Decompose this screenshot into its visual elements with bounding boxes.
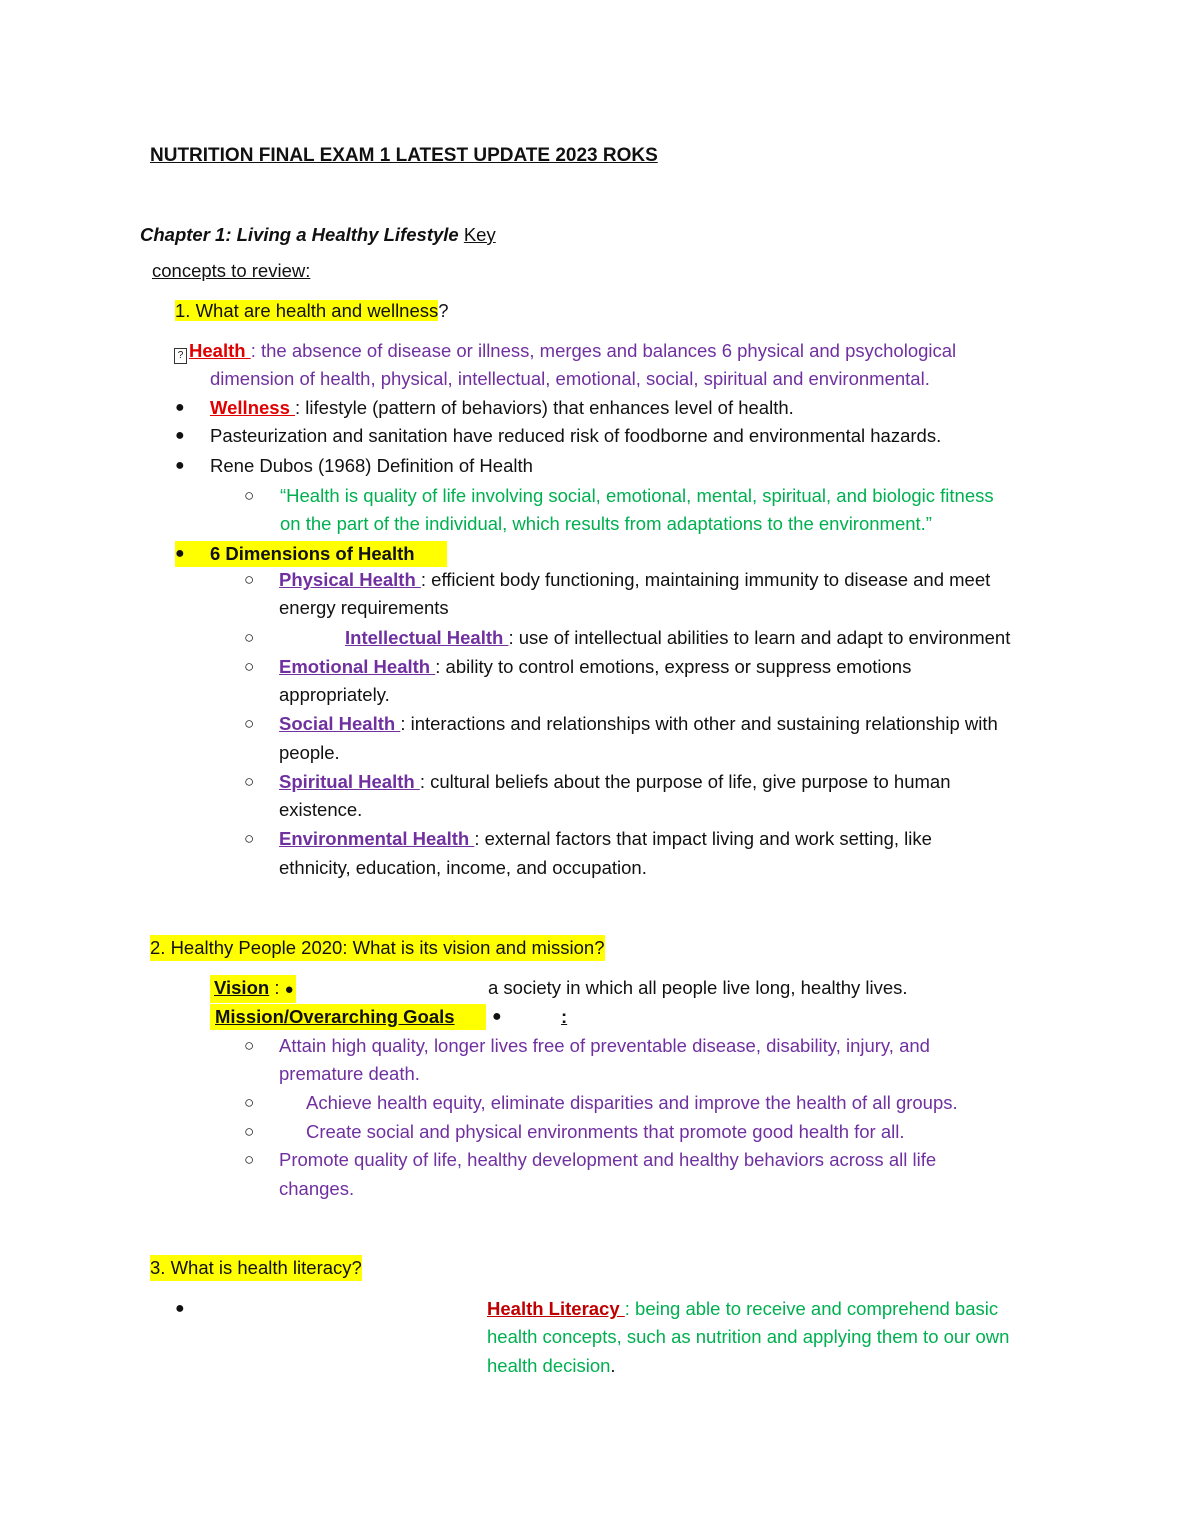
bullet-icon: ● xyxy=(284,981,294,998)
bullet-icon: ● xyxy=(175,457,185,474)
circle-bullet-icon: ○ xyxy=(244,772,255,791)
health-literacy-line3-row xyxy=(487,1353,616,1379)
circle-bullet-icon: ○ xyxy=(244,1036,255,1055)
wellness-def: : lifestyle (pattern of behaviors) that enhances level of health. xyxy=(295,397,794,418)
goal-line2: changes. xyxy=(279,1178,355,1199)
dimension-item xyxy=(279,711,998,737)
circle-bullet-icon: ○ xyxy=(244,628,255,647)
question-3: 3. What is health literacy? xyxy=(150,1255,362,1281)
health-def-line1: : the absence of disease or illness, merges and balances 6 physical and psychological xyxy=(250,340,957,361)
health-literacy-period: . xyxy=(610,1355,616,1376)
circle-bullet-icon: ○ xyxy=(244,657,255,676)
vision-text: a society in which all people live long, healthy lives. xyxy=(488,977,908,998)
health-literacy-term: Health Literacy xyxy=(487,1298,625,1319)
question-1-mark: ? xyxy=(438,300,449,321)
dimension-term: Physical Health xyxy=(279,569,421,590)
health-literacy-line3: health decision xyxy=(487,1355,611,1376)
dimension-term: Emotional Health xyxy=(279,656,436,677)
circle-bullet-icon: ○ xyxy=(244,714,255,733)
key-concepts-label: concepts to review: xyxy=(152,260,311,281)
mission-term: Mission/Overarching Goals xyxy=(215,1006,455,1027)
vision-term: Vision xyxy=(214,977,270,998)
missing-glyph-icon: ? xyxy=(174,348,187,364)
health-literacy-line2: health concepts, such as nutrition and applying them to our own xyxy=(487,1326,1010,1347)
circle-bullet-icon: ○ xyxy=(244,570,255,589)
dimension-item xyxy=(279,654,911,680)
dimension-term: Spiritual Health xyxy=(279,771,420,792)
dimensions-heading xyxy=(175,541,447,567)
dimension-def-line2: energy requirements xyxy=(279,597,449,618)
bullet-icon: ● xyxy=(175,545,185,562)
question-1-text: 1. What are health and wellness xyxy=(175,300,439,321)
goal-line1: Achieve health equity, eliminate disparities and improve the health of all groups. xyxy=(306,1092,958,1113)
circle-bullet-icon: ○ xyxy=(244,829,255,848)
wellness-definition xyxy=(210,395,794,421)
circle-bullet-icon: ○ xyxy=(244,1122,255,1141)
question-2: 2. Healthy People 2020: What is its vision and mission? xyxy=(150,935,605,961)
dimension-def-line2: existence. xyxy=(279,799,363,820)
dimension-item xyxy=(279,567,990,593)
goal-line1: Attain high quality, longer lives free of preventable disease, disability, injury, and xyxy=(279,1035,930,1056)
bullet-icon: ● xyxy=(175,427,185,444)
circle-bullet-icon: ○ xyxy=(244,486,255,505)
dimension-def-line2: ethnicity, education, income, and occupation. xyxy=(279,857,647,878)
wellness-term: Wellness xyxy=(210,397,296,418)
dimension-def: : use of intellectual abilities to learn and adapt to environment xyxy=(508,627,1011,648)
health-definition xyxy=(174,338,956,364)
dimension-def: : external factors that impact living and work setting, like xyxy=(474,828,932,849)
key-word: Key xyxy=(463,224,496,245)
goal-line1: Promote quality of life, healthy development and healthy behaviors across all life xyxy=(279,1149,937,1170)
dimensions-heading-text: 6 Dimensions of Health xyxy=(210,543,415,564)
vision-row xyxy=(210,975,296,1003)
pasteurization-text: Pasteurization and sanitation have reduced risk of foodborne and environmental hazards. xyxy=(210,425,942,446)
dimension-def: : cultural beliefs about the purpose of life, give purpose to human xyxy=(419,771,951,792)
chapter-heading xyxy=(140,222,496,248)
mission-colon: : xyxy=(561,1006,568,1027)
goal-line2: premature death. xyxy=(279,1063,420,1084)
circle-bullet-icon: ○ xyxy=(244,1093,255,1112)
dimension-item xyxy=(279,769,951,795)
chapter-title: Chapter 1: Living a Healthy Lifestyle xyxy=(140,224,459,245)
quote-line1: “Health is quality of life involving social, emotional, mental, spiritual, and biologic fitness xyxy=(280,485,994,506)
bullet-icon: ● xyxy=(175,399,185,416)
dimension-item xyxy=(279,826,932,852)
dimension-def-line2: appropriately. xyxy=(279,684,390,705)
bullet-icon: ● xyxy=(492,1008,502,1025)
quote-line2: on the part of the individual, which results from adaptations to the environment.” xyxy=(280,513,932,534)
dimension-def: : efficient body functioning, maintaining immunity to disease and meet xyxy=(420,569,991,590)
dimension-def-line2: people. xyxy=(279,742,340,763)
health-def-line2: dimension of health, physical, intellectual, emotional, social, spiritual and environmental. xyxy=(210,368,930,389)
dimension-term: Social Health xyxy=(279,713,401,734)
health-literacy-line1: : being able to receive and comprehend basic xyxy=(624,1298,999,1319)
mission-row xyxy=(210,1004,486,1030)
health-literacy-definition xyxy=(487,1296,998,1322)
dubos-text: Rene Dubos (1968) Definition of Health xyxy=(210,455,533,476)
page-title: NUTRITION FINAL EXAM 1 LATEST UPDATE 2023 ROKS xyxy=(150,145,658,166)
bullet-icon: ● xyxy=(175,1300,185,1317)
vision-colon: : xyxy=(269,977,280,998)
health-term: Health xyxy=(189,340,251,361)
dimension-term: Environmental Health xyxy=(279,828,475,849)
dimension-def: : interactions and relationships with other and sustaining relationship with xyxy=(400,713,998,734)
dimension-term: Intellectual Health xyxy=(345,627,509,648)
goal-line1: Create social and physical environments that promote good health for all. xyxy=(306,1121,905,1142)
question-1 xyxy=(175,298,449,324)
circle-bullet-icon: ○ xyxy=(244,1150,255,1169)
dimension-item xyxy=(345,625,1010,651)
dimension-def: : ability to control emotions, express or suppress emotions xyxy=(435,656,912,677)
